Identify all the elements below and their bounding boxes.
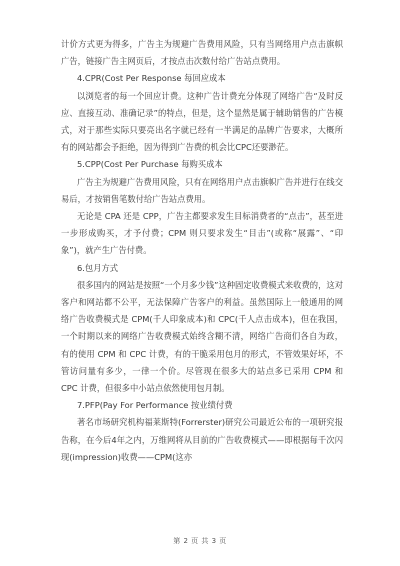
body-paragraph: 无论是 CPA 还是 CPP，广告主都要求发生目标消费者的“点击”，甚至进一步形成购买，才予付费；CPM 则只要求发生“目击”(或称“展露”、“印象”)，就产生广告付费。 [61,211,343,256]
page-footer: 第 2 页 共 3 页 [173,537,227,545]
section-heading-cpr: 4.CPR(Cost Per Response 每回应成本 [77,73,226,84]
body-paragraph: 以浏览者的每一个回应计费。这种广告计费充分体现了网络广告“及时反应、直接互动、准确记录”的特点，但是，这个显然是属于辅助销售的广告模式，对于那些实际只要亮出名字就已经有一半满足的品牌广告要求，大概所有的网站都会予拒绝，因为得到广告费的机会比CPC还要渺茫。 [61,90,343,153]
body-paragraph: 计价方式更为得多，广告主为规避广告费用风险，只有当网络用户点击旗帜广告，链接广告主网页后，才按点击次数付给广告站点费用。 [61,39,343,67]
body-paragraph: 很多国内的网站是按照“一个月多少钱”这种固定收费模式来收费的，这对客户和网站都不公平，无法保障广告客户的利益。虽然国际上一般通用的网络广告收费模式是 CPM(千人印象成本)和 CPC(千人点击成本)，但在我国，一个时期以来的网络广告收费模式始终含糊不清，网络广告商们各自为政，有的使用 CPM 和 CPC 计费，有的干脆采用包月的形式，不管效果好坏，不管访问量有多少，一律一个价。尽管现在很多大的站点多已采用 CPM 和 CPC 计费，但很多中小站点依然使用包月制。 [61,279,343,394]
section-heading-monthly: 6.包月方式 [77,262,119,273]
body-paragraph: 著名市场研究机构福莱斯特(Forrerster)研究公司最近公布的一项研究报告称，在今后4年之内，万维网将从目前的广告收费模式——即根据每千次闪现(impression)收费——CPM(这亦 [61,417,343,462]
section-heading-pfp: 7.PFP(Pay For Performance 按业绩付费 [77,400,233,411]
section-heading-cpp: 5.CPP(Cost Per Purchase 每购买成本 [77,159,223,170]
body-paragraph: 广告主为规避广告费用风险，只有在网络用户点击旗帜广告并进行在线交易后，才按销售笔数付给广告站点费用。 [61,176,343,204]
page-content [61,36,343,466]
